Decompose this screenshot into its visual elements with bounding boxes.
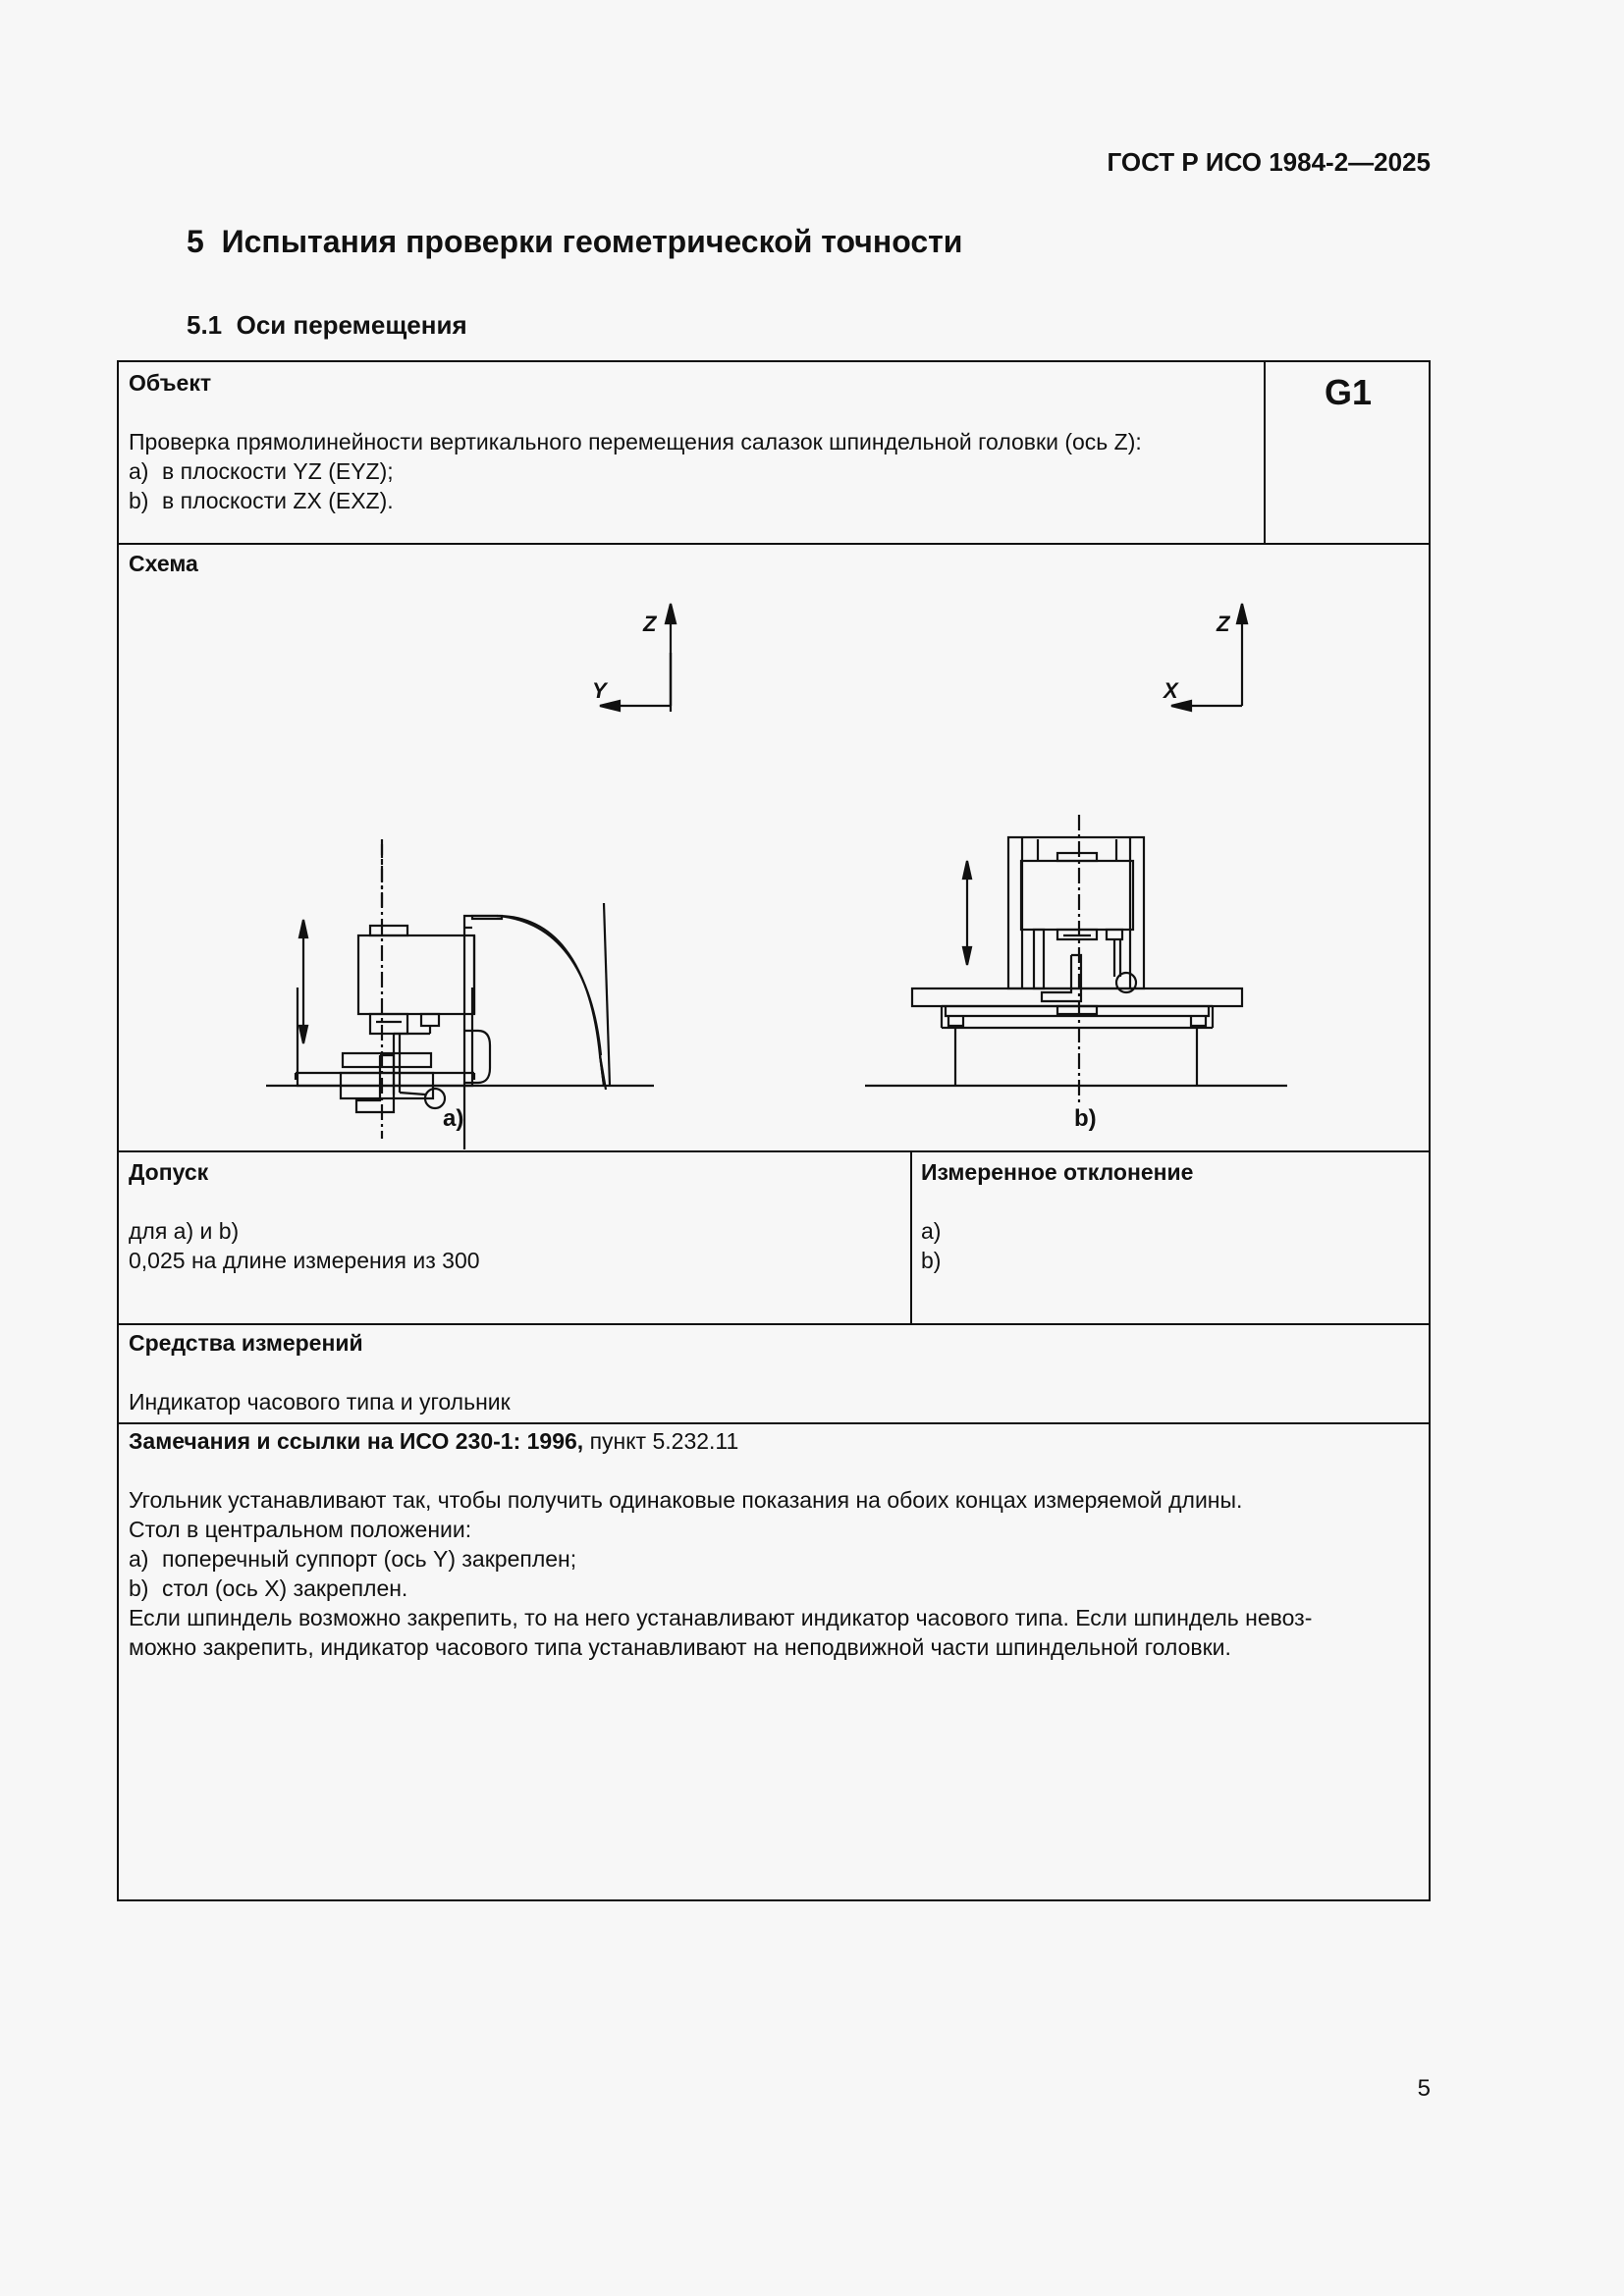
remarks-cell xyxy=(129,1426,1423,1662)
remarks-line: Если шпиндель возможно закрепить, то на него устанавливают индикатор часового типа. Если шпиндель невоз- xyxy=(129,1605,1313,1630)
remarks-heading xyxy=(129,1426,1423,1456)
diagram-caption-b: b) xyxy=(1074,1105,1097,1132)
page-number: 5 xyxy=(1417,2075,1431,2102)
remarks-line: можно закрепить, индикатор часового типа устанавливают на неподвижной части шпиндельной головки. xyxy=(129,1634,1231,1660)
remarks-line: Угольник устанавливают так, чтобы получить одинаковые показания на обоих концах измеряемой длины. xyxy=(129,1487,1243,1513)
section-number: 5 xyxy=(187,224,204,259)
column-divider xyxy=(910,1150,912,1323)
row-divider xyxy=(119,1422,1429,1424)
axis-label-z: Z xyxy=(643,612,657,636)
remarks-line: Стол в центральном положении: xyxy=(129,1517,472,1542)
diagram-caption-a: a) xyxy=(443,1105,464,1132)
list-marker: b) xyxy=(129,488,149,513)
list-item xyxy=(129,486,1258,515)
axis-label-z: Z xyxy=(1217,612,1230,636)
row-divider xyxy=(119,1323,1429,1325)
test-sheet-table xyxy=(117,360,1431,1901)
instruments-text: Индикатор часового типа и угольник xyxy=(129,1389,511,1415)
axis-label-y: Y xyxy=(592,678,607,703)
section-title xyxy=(187,224,962,260)
section-title-text: Испытания проверки геометрической точности xyxy=(221,224,963,259)
subsection-title-text: Оси перемещения xyxy=(236,310,467,340)
list-text: поперечный суппорт (ось Y) закреплен; xyxy=(162,1546,577,1572)
list-marker: b) xyxy=(129,1575,149,1601)
subsection-title xyxy=(187,310,467,341)
axis-indicator xyxy=(600,604,676,712)
machine-front-view xyxy=(865,815,1287,1106)
list-marker: a) xyxy=(129,458,149,484)
axis-indicator xyxy=(1171,604,1247,711)
list-text: стол (ось X) закреплен. xyxy=(162,1575,408,1601)
list-text: в плоскости YZ (EYZ); xyxy=(162,458,394,484)
travel-arrow xyxy=(963,861,971,965)
object-text: Проверка прямолинейности вертикального перемещения салазок шпиндельной головки (ось Z): xyxy=(129,429,1142,454)
scheme-diagram xyxy=(119,545,1431,1149)
tolerance-value: 0,025 на длине измерения из 300 xyxy=(129,1248,480,1273)
list-item xyxy=(129,1574,1423,1603)
list-text: в плоскости ZX (EXZ). xyxy=(162,488,394,513)
measured-label: Измеренное отклонение xyxy=(921,1159,1194,1185)
measured-line-b: b) xyxy=(921,1248,942,1273)
remarks-label: Замечания и ссылки на ИСО 230-1: 1996, xyxy=(129,1428,584,1454)
tolerance-label: Допуск xyxy=(129,1159,209,1185)
instruments-label: Средства измерений xyxy=(129,1330,363,1356)
instruments-cell xyxy=(129,1328,1415,1416)
measured-cell xyxy=(921,1157,1422,1275)
document-code: ГОСТ Р ИСО 1984-2—2025 xyxy=(1107,147,1431,177)
subsection-number: 5.1 xyxy=(187,310,223,340)
travel-arrow xyxy=(299,920,307,1043)
row-divider xyxy=(119,1150,1429,1152)
list-item xyxy=(129,456,1258,486)
test-code: G1 xyxy=(1324,372,1373,412)
remarks-ref: пункт 5.232.11 xyxy=(583,1428,739,1454)
object-cell xyxy=(129,368,1258,515)
list-marker: a) xyxy=(129,1546,149,1572)
scheme-label: Схема xyxy=(129,551,198,576)
machine-side-view xyxy=(266,839,654,1149)
tolerance-cell xyxy=(129,1157,904,1275)
axis-label-x: X xyxy=(1164,678,1178,703)
list-item xyxy=(129,1544,1423,1574)
measured-line-a: a) xyxy=(921,1218,942,1244)
tolerance-line: для a) и b) xyxy=(129,1218,240,1244)
object-label: Объект xyxy=(129,370,212,396)
